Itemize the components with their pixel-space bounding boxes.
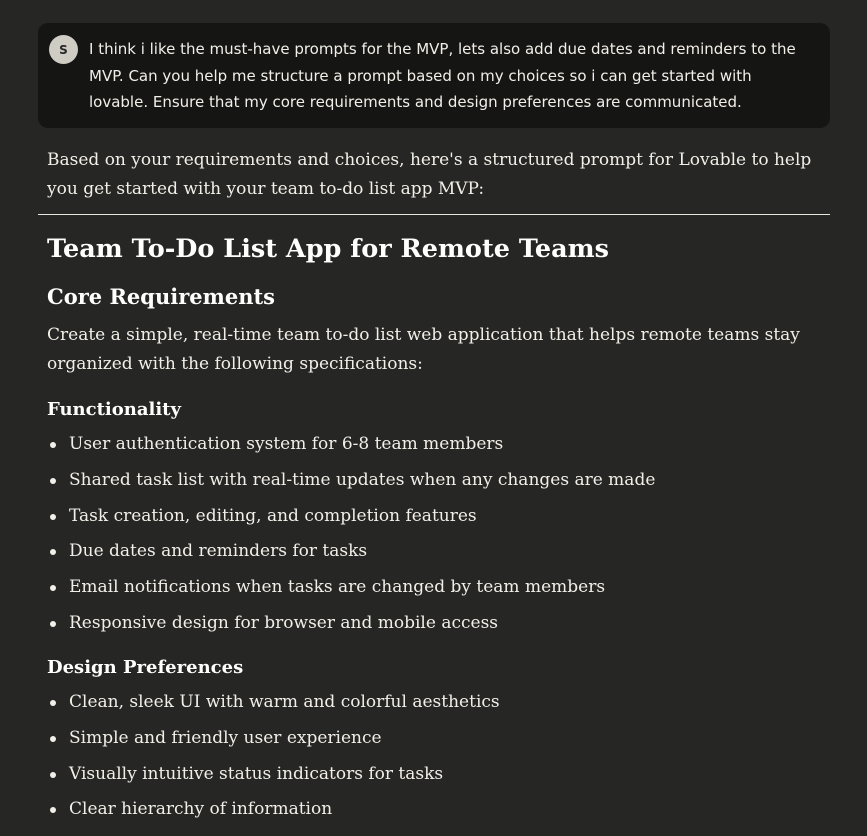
list-item <box>47 466 827 495</box>
list-item-text: Responsive design for browser and mobile access <box>69 612 499 633</box>
list-item-text: Clean, sleek UI with warm and colorful aesthetics <box>69 692 500 712</box>
list-item-text: User authentication system for 6-8 team members <box>69 434 504 454</box>
bullet-icon <box>50 772 56 778</box>
bullet-icon <box>50 621 56 627</box>
response-intro: Based on your requirements and choices, here's a structured prompt for Lovable to help you get started with your team to-do list app MVP: <box>47 150 812 199</box>
list-item <box>47 795 827 824</box>
list-item-text: Clear hierarchy of information <box>69 799 333 820</box>
bullet-icon <box>50 736 56 742</box>
list-item-text: Visually intuitive status indicators for tasks <box>69 763 444 784</box>
user-message-text: I think i like the must-have prompts for the MVP, lets also add due dates and reminders to the MVP. Can you help me structure a prompt based on my choices so i can get started with lovable. Ensure that my core requirements and design preferences are communicated. <box>89 40 796 111</box>
list-item-text: Due dates and reminders for tasks <box>69 541 368 562</box>
bullet-icon <box>50 478 56 484</box>
list-item-text: Simple and friendly user experience <box>69 727 382 748</box>
core-requirements-paragraph: Create a simple, real-time team to-do list web application that helps remote teams stay organized with the following specifications: <box>47 325 800 374</box>
list-item-text: Email notifications when tasks are changed by team members <box>69 577 606 598</box>
list-item-text: Shared task list with real-time updates when any changes are made <box>69 469 656 490</box>
list-item <box>47 537 827 566</box>
bullet-icon <box>50 514 56 520</box>
functionality-list <box>47 430 827 645</box>
functionality-heading: Functionality <box>47 399 181 420</box>
list-item <box>47 724 827 753</box>
list-item <box>47 430 827 459</box>
design-preferences-list <box>47 688 827 831</box>
user-message-bubble <box>38 23 830 128</box>
list-item <box>47 573 827 602</box>
list-item <box>47 609 827 638</box>
list-item-text: Task creation, editing, and completion features <box>69 505 477 526</box>
bullet-icon <box>50 585 56 591</box>
list-item <box>47 760 827 789</box>
prompt-title: Team To-Do List App for Remote Teams <box>47 234 609 264</box>
bullet-icon <box>50 549 56 555</box>
list-item <box>47 688 827 717</box>
horizontal-divider <box>38 214 830 215</box>
bullet-icon <box>50 807 56 813</box>
list-item <box>47 502 827 531</box>
core-requirements-heading: Core Requirements <box>47 284 275 309</box>
bullet-icon <box>50 442 56 448</box>
bullet-icon <box>50 700 56 706</box>
design-preferences-heading: Design Preferences <box>47 657 244 678</box>
user-avatar[interactable]: S <box>49 35 78 64</box>
